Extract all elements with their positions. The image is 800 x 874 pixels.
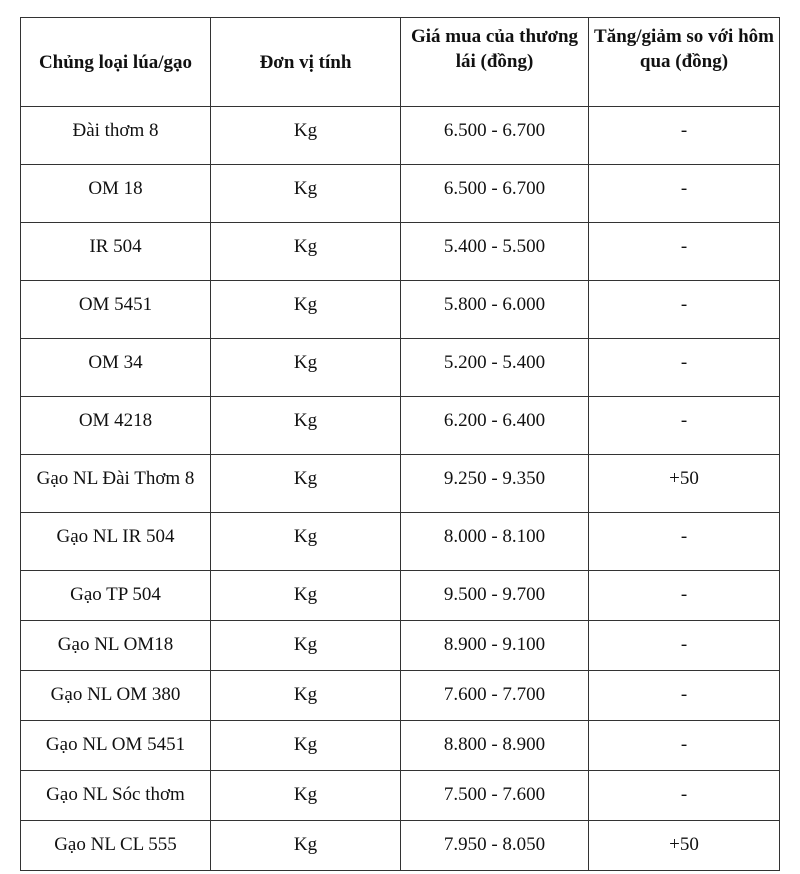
table-row xyxy=(21,621,780,671)
cell-change: - xyxy=(589,107,780,165)
cell-change: - xyxy=(589,571,780,621)
cell-price-range: 5.800 - 6.000 xyxy=(401,281,589,339)
cell-change: - xyxy=(589,165,780,223)
cell-change: +50 xyxy=(589,455,780,513)
cell-change: - xyxy=(589,621,780,671)
cell-change: +50 xyxy=(589,821,780,871)
cell-price-range: 5.200 - 5.400 xyxy=(401,339,589,397)
cell-rice-type: Gạo NL Đài Thơm 8 xyxy=(21,455,211,513)
cell-rice-type: Gạo NL OM18 xyxy=(21,621,211,671)
cell-unit: Kg xyxy=(211,571,401,621)
cell-rice-type: Đài thơm 8 xyxy=(21,107,211,165)
rice-price-table xyxy=(20,17,780,871)
cell-unit: Kg xyxy=(211,721,401,771)
header-rice-type: Chủng loại lúa/gạo xyxy=(21,18,211,107)
table-row xyxy=(21,513,780,571)
cell-price-range: 8.000 - 8.100 xyxy=(401,513,589,571)
table-row xyxy=(21,821,780,871)
cell-unit: Kg xyxy=(211,339,401,397)
cell-unit: Kg xyxy=(211,771,401,821)
cell-price-range: 9.250 - 9.350 xyxy=(401,455,589,513)
cell-price-range: 8.900 - 9.100 xyxy=(401,621,589,671)
cell-price-range: 6.500 - 6.700 xyxy=(401,107,589,165)
header-price: Giá mua của thương lái (đồng) xyxy=(401,18,589,107)
cell-change: - xyxy=(589,513,780,571)
cell-price-range: 8.800 - 8.900 xyxy=(401,721,589,771)
table-row xyxy=(21,107,780,165)
cell-change: - xyxy=(589,397,780,455)
cell-change: - xyxy=(589,771,780,821)
table-row xyxy=(21,571,780,621)
cell-change: - xyxy=(589,671,780,721)
header-unit: Đơn vị tính xyxy=(211,18,401,107)
cell-price-range: 5.400 - 5.500 xyxy=(401,223,589,281)
cell-rice-type: OM 4218 xyxy=(21,397,211,455)
cell-change: - xyxy=(589,721,780,771)
cell-rice-type: Gạo NL OM 5451 xyxy=(21,721,211,771)
cell-rice-type: OM 5451 xyxy=(21,281,211,339)
cell-unit: Kg xyxy=(211,281,401,339)
cell-change: - xyxy=(589,339,780,397)
cell-price-range: 9.500 - 9.700 xyxy=(401,571,589,621)
cell-rice-type: Gạo NL IR 504 xyxy=(21,513,211,571)
cell-unit: Kg xyxy=(211,821,401,871)
cell-rice-type: Gạo NL Sóc thơm xyxy=(21,771,211,821)
table-row xyxy=(21,397,780,455)
cell-change: - xyxy=(589,223,780,281)
cell-rice-type: Gạo TP 504 xyxy=(21,571,211,621)
cell-unit: Kg xyxy=(211,513,401,571)
cell-rice-type: OM 34 xyxy=(21,339,211,397)
table-row xyxy=(21,165,780,223)
cell-rice-type: Gạo NL OM 380 xyxy=(21,671,211,721)
header-change: Tăng/giảm so với hôm qua (đồng) xyxy=(589,18,780,107)
cell-rice-type: Gạo NL CL 555 xyxy=(21,821,211,871)
table-row xyxy=(21,671,780,721)
cell-unit: Kg xyxy=(211,107,401,165)
cell-price-range: 7.950 - 8.050 xyxy=(401,821,589,871)
table-row xyxy=(21,281,780,339)
table-row xyxy=(21,339,780,397)
table-row xyxy=(21,721,780,771)
cell-price-range: 7.600 - 7.700 xyxy=(401,671,589,721)
cell-rice-type: IR 504 xyxy=(21,223,211,281)
table-header-row xyxy=(21,18,780,107)
cell-price-range: 7.500 - 7.600 xyxy=(401,771,589,821)
cell-change: - xyxy=(589,281,780,339)
cell-unit: Kg xyxy=(211,165,401,223)
cell-unit: Kg xyxy=(211,223,401,281)
cell-unit: Kg xyxy=(211,621,401,671)
cell-rice-type: OM 18 xyxy=(21,165,211,223)
cell-unit: Kg xyxy=(211,397,401,455)
cell-price-range: 6.500 - 6.700 xyxy=(401,165,589,223)
table-row xyxy=(21,771,780,821)
cell-unit: Kg xyxy=(211,671,401,721)
table-row xyxy=(21,455,780,513)
table-row xyxy=(21,223,780,281)
cell-unit: Kg xyxy=(211,455,401,513)
cell-price-range: 6.200 - 6.400 xyxy=(401,397,589,455)
